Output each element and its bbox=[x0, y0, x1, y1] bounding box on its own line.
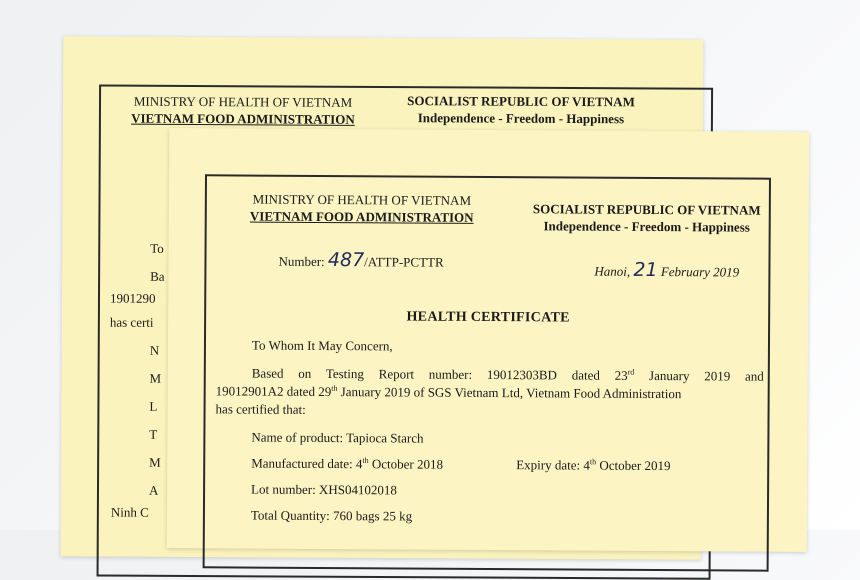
total-quantity: Total Quantity: 760 bags 25 kg bbox=[250, 507, 413, 524]
expiry-date: Expiry date: 4th October 2019 bbox=[516, 457, 671, 474]
paragraph-line-3: has certified that: bbox=[215, 401, 306, 417]
back-fragment: T bbox=[149, 426, 158, 442]
front-header-right bbox=[517, 200, 777, 236]
back-fragment: M bbox=[149, 454, 161, 470]
back-fragment: To bbox=[150, 240, 164, 256]
product-name: Name of product: Tapioca Starch bbox=[251, 429, 424, 446]
back-fragment: N bbox=[149, 342, 160, 358]
back-header-left bbox=[113, 93, 373, 128]
back-fragment: L bbox=[149, 398, 158, 414]
front-document bbox=[167, 128, 810, 552]
manufactured-date: Manufactured date: 4th October 2018 bbox=[251, 455, 444, 472]
back-motto: Independence - Freedom - Happiness bbox=[417, 110, 625, 127]
back-ministry: MINISTRY OF HEALTH OF VIETNAM bbox=[133, 93, 353, 110]
back-header-right bbox=[391, 92, 651, 127]
date-day-handwritten: 21 bbox=[633, 258, 658, 282]
back-agency: VIETNAM FOOD ADMINISTRATION bbox=[131, 110, 355, 127]
back-fragment: 1901290 bbox=[109, 290, 156, 306]
number-handwritten: 487 bbox=[327, 249, 365, 272]
certificate-number bbox=[278, 249, 443, 272]
front-agency: VIETNAM FOOD ADMINISTRATION bbox=[249, 208, 474, 225]
paragraph-line-1: Based on Testing Report number: 19012303BD dated 23rd January 2019 and bbox=[251, 365, 764, 384]
back-fragment: Ninh C bbox=[110, 504, 149, 520]
paragraph-line-2: 19012901A2 dated 29th January 2019 of SGS Vietnam Ltd, Vietnam Food Administration bbox=[215, 383, 682, 402]
back-fragment: has certi bbox=[109, 314, 154, 330]
front-header-left bbox=[227, 190, 497, 226]
number-label: Number: bbox=[278, 253, 325, 270]
certificate-body bbox=[215, 334, 764, 529]
front-motto: Independence - Freedom - Happiness bbox=[543, 218, 750, 235]
date-rest: February 2019 bbox=[660, 264, 740, 280]
date-city: Hanoi, bbox=[594, 263, 631, 279]
dates-row bbox=[215, 452, 763, 477]
back-republic: SOCIALIST REPUBLIC OF VIETNAM bbox=[407, 93, 635, 110]
lot-number: Lot number: XHS04102018 bbox=[251, 481, 398, 498]
front-republic: SOCIALIST REPUBLIC OF VIETNAM bbox=[532, 201, 761, 218]
front-ministry: MINISTRY OF HEALTH OF VIETNAM bbox=[252, 191, 472, 208]
back-fragment: M bbox=[149, 370, 162, 386]
document-title: HEALTH CERTIFICATE bbox=[406, 309, 570, 326]
issue-date bbox=[594, 259, 739, 282]
salutation: To Whom It May Concern, bbox=[251, 337, 393, 354]
back-fragment: Ba bbox=[150, 268, 165, 284]
back-fragment: A bbox=[148, 482, 159, 498]
number-suffix: /ATTP-PCTTR bbox=[364, 254, 444, 270]
